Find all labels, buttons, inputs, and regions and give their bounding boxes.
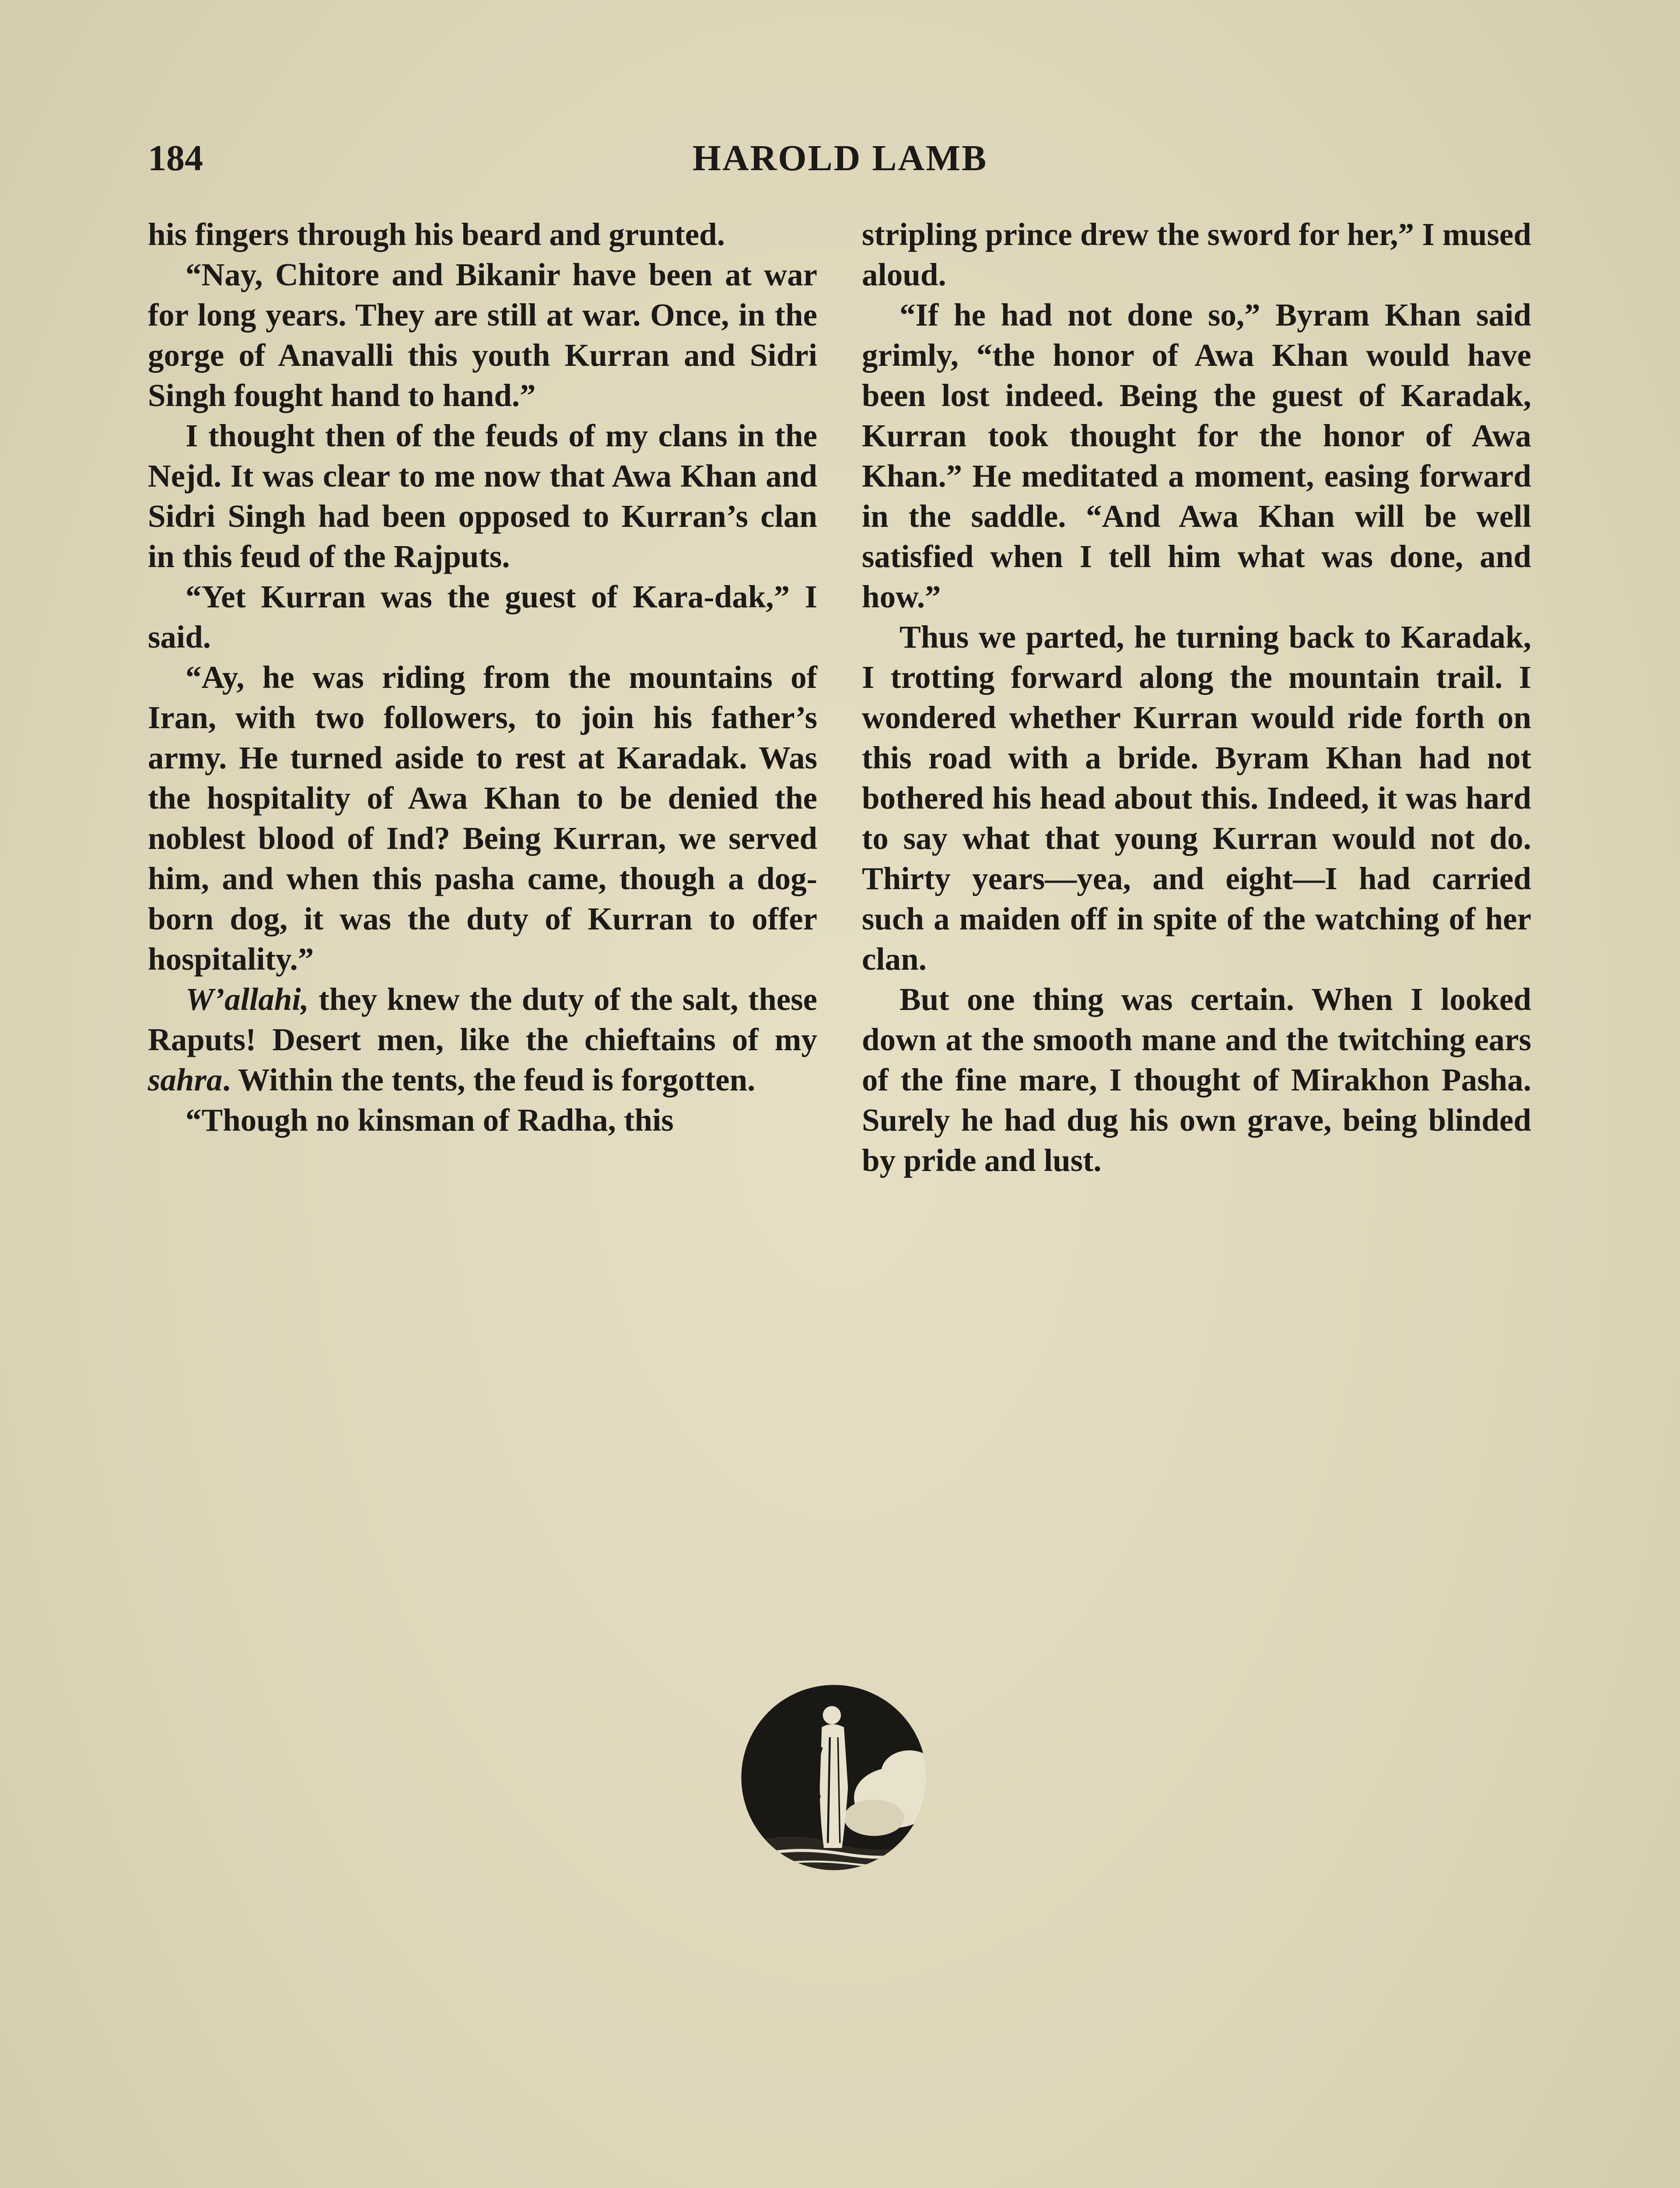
right-column <box>862 214 1531 1181</box>
paragraph: I thought then of the feuds of my clans in the Nejd. It was clear to me now that Awa Khan and Sidri Singh had been opposed to Kurran’s clan in this feud of the Rajputs. <box>148 418 817 574</box>
paragraph: “Nay, Chitore and Bikanir have been at war for long years. They are still at war. Once, in the gorge of Anavalli this youth Kurran and Sidri Singh fought hand to hand.” <box>148 257 817 413</box>
running-title: HAROLD LAMB <box>692 138 988 179</box>
page-header <box>148 128 1532 189</box>
standing-figure-vignette-icon <box>733 1677 934 1878</box>
page-number: 184 <box>148 138 203 179</box>
paragraph: “Yet Kurran was the guest of Kara-dak,” I said. <box>148 579 817 655</box>
paragraph: But one thing was certain. When I looked down at the smooth mane and the twitching ears of the fine mare, I thought of Mirakhon Pasha. Surely he had dug his own grave, being blinded by pride and lust. <box>862 982 1531 1178</box>
paragraph-text: . Within the tents, the feud is forgotten. <box>222 1062 756 1098</box>
paragraph-wallahi <box>148 979 817 1100</box>
paragraph: Thus we parted, he turning back to Karadak, I trotting forward along the mountain trail. I wondered whether Kurran would ride forth on this road with a bride. Byram Khan had not bothered his head about this. Indeed, it was hard to say what that young Kurran would not do. Thirty years—yea, and eight—I had carried such a maiden off in spite of the watching of her clan. <box>862 619 1531 977</box>
paragraph: stripling prince drew the sword for her,” I mused aloud. <box>862 217 1531 292</box>
paragraph: his fingers through his beard and grunted. <box>148 217 725 252</box>
paragraph: “Though no kinsman of Radha, this <box>186 1102 674 1138</box>
paragraph-text: they knew the duty of the salt, these Raputs! Desert men, like the chieftains of my <box>148 982 818 1057</box>
italic-sahra: sahra <box>148 1062 223 1098</box>
italic-wallahi: W’allahi, <box>186 982 309 1017</box>
left-column <box>148 214 817 1140</box>
paragraph: “Ay, he was riding from the mountains of Iran, with two followers, to join his father’s army. He turned aside to rest at Karadak. Was the hospitality of Awa Khan to be denied the noblest blood of Ind? Being Kurran, we served him, and when this pasha came, though a dog-born dog, it was the duty of Kurran to offer hospitality.” <box>148 659 817 977</box>
paragraph: “If he had not done so,” Byram Khan said grimly, “the honor of Awa Khan would have been lost indeed. Being the guest of Karadak, Kurran took thought for the honor of Awa Khan.” He meditated a moment, easing forward in the saddle. “And Awa Khan will be well satisfied when I tell him what was done, and how.” <box>862 297 1531 614</box>
